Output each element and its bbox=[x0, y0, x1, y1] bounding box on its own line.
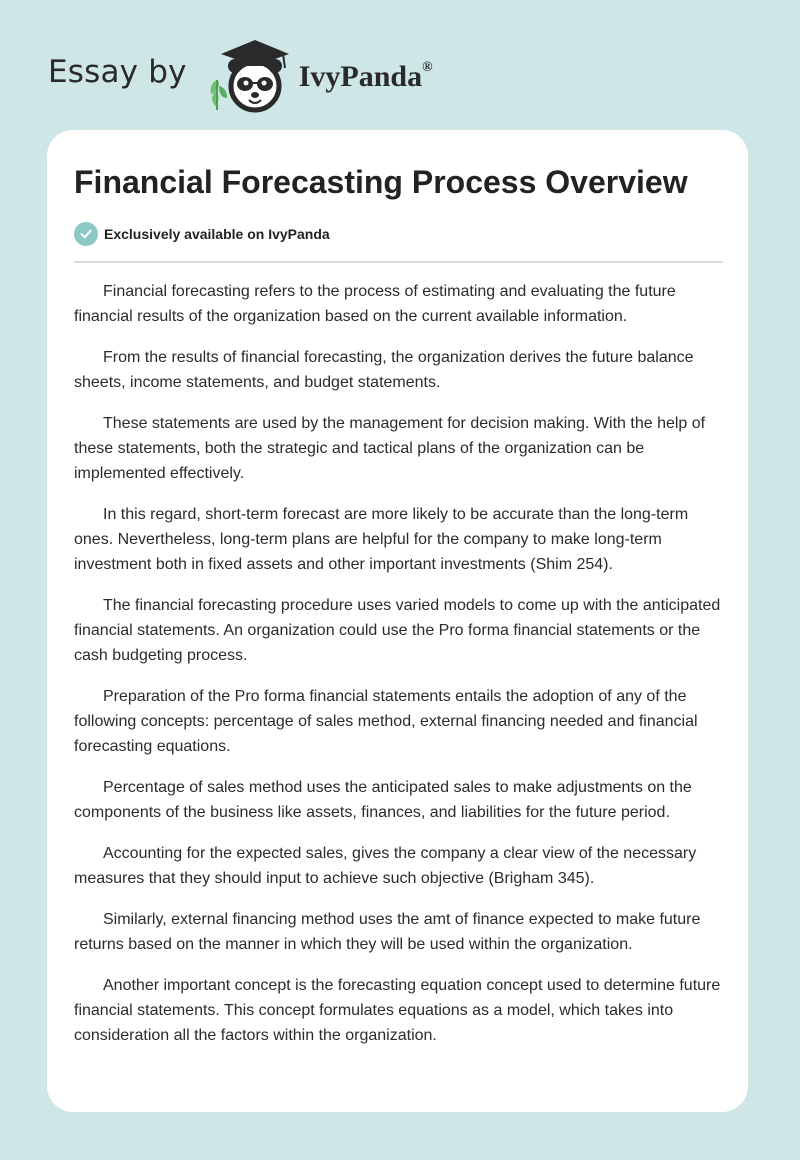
paragraph: These statements are used by the management for decision making. With the help of these statements, both the strategic and tactical plans of the organization can be implemented effectively. bbox=[74, 415, 706, 482]
paragraph: Accounting for the expected sales, gives the company a clear view of the necessary measures that they should input to achieve such objective (Brigham 345). bbox=[74, 845, 697, 887]
paragraph: Similarly, external financing method uses the amt of finance expected to make future returns based on the manner in which they will be used within the organization. bbox=[74, 911, 701, 953]
essay-by-label: Essay by bbox=[48, 54, 187, 90]
paragraph: The financial forecasting procedure uses varied models to come up with the anticipated financial statements. An organization could use the Pro forma financial statements or the cash budgeting process. bbox=[74, 597, 721, 664]
paragraph: Percentage of sales method uses the anticipated sales to make adjustments on the components of the business like assets, finances, and liabilities for the future period. bbox=[74, 779, 692, 821]
panda-logo-icon[interactable] bbox=[203, 36, 295, 116]
paragraph: Another important concept is the forecasting equation concept used to determine future financial statements. This concept formulates equations as a model, which takes into consideration all the factors within the organization. bbox=[74, 977, 721, 1044]
essay-body bbox=[74, 279, 729, 1064]
page-title: Financial Forecasting Process Overview bbox=[74, 164, 688, 200]
registered-mark: ® bbox=[422, 60, 433, 75]
exclusive-badge bbox=[74, 222, 330, 246]
essay-card bbox=[47, 130, 748, 1112]
paragraph: Preparation of the Pro forma financial statements entails the adoption of any of the following concepts: percentage of sales method, external financing needed and financial forecasting equations. bbox=[74, 688, 698, 755]
check-icon bbox=[74, 222, 98, 246]
site-header bbox=[48, 36, 433, 116]
badge-label: Exclusively available on IvyPanda bbox=[104, 226, 330, 242]
brand-name[interactable]: IvyPanda® bbox=[298, 60, 433, 93]
paragraph: In this regard, short-term forecast are more likely to be accurate than the long-term ones. Nevertheless, long-term plans are helpful for the company to make long-term investment both in fixed assets and other important investments (Shim 254). bbox=[74, 506, 689, 573]
paragraph: From the results of financial forecasting, the organization derives the future balance sheets, income statements, and budget statements. bbox=[74, 349, 694, 391]
paragraph: Financial forecasting refers to the process of estimating and evaluating the future financial results of the organization based on the current available information. bbox=[74, 283, 676, 325]
divider bbox=[74, 261, 723, 263]
